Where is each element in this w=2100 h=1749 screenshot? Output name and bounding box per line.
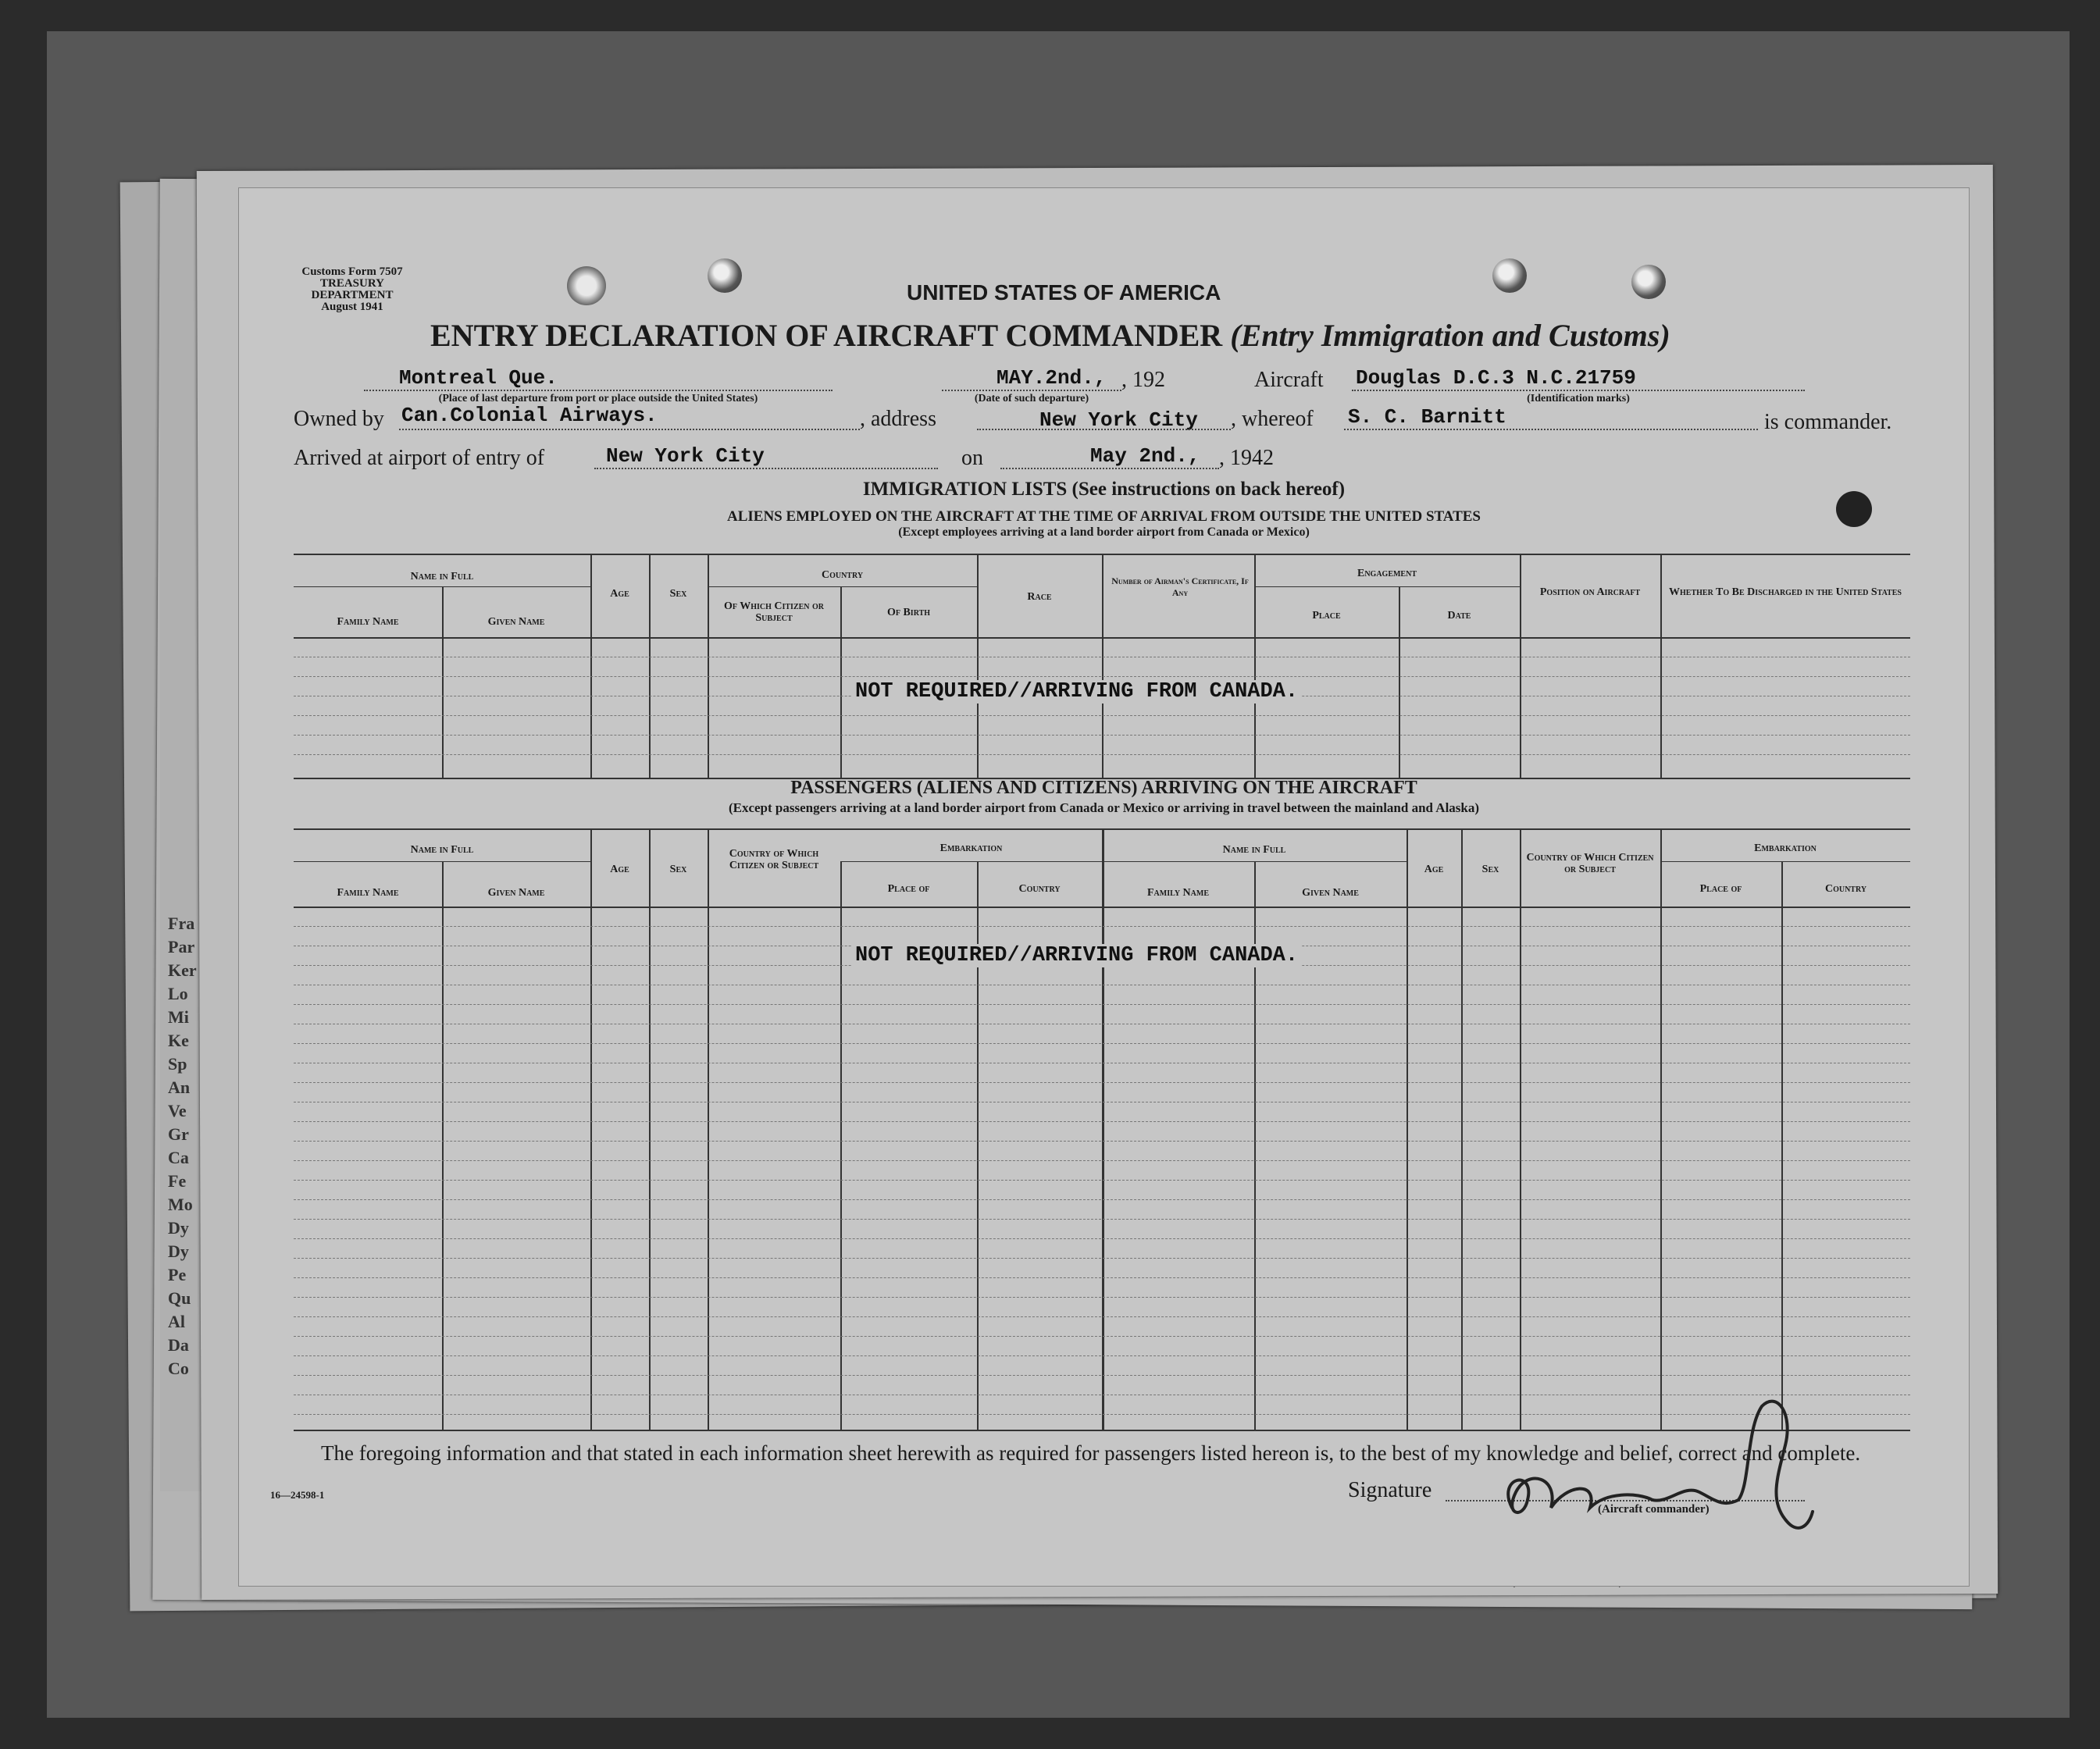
country-title: UNITED STATES OF AMERICA — [907, 280, 1221, 305]
passengers-heading: PASSENGERS (ALIENS AND CITIZENS) ARRIVING ON THE AIRCRAFT — [790, 778, 1417, 798]
aliens-col-place: Place — [1312, 610, 1341, 622]
aircraft-id-value: Douglas D.C.3 N.C.21759 — [1356, 366, 1636, 390]
form-title-main: ENTRY DECLARATION OF AIRCRAFT COMMANDER — [430, 318, 1223, 353]
aliens-col-country: Country — [821, 569, 864, 581]
is-commander-label: is commander. — [1764, 410, 1892, 434]
aliens-col-position: Position on Aircraft — [1539, 586, 1641, 598]
passengers-col-sex-2: Sex — [1481, 864, 1499, 875]
passenger-row-line — [294, 1199, 1910, 1200]
aircraft-label: Aircraft — [1254, 368, 1324, 392]
passengers-col-country-2: Country — [1824, 883, 1867, 895]
commander-value: S. C. Barnitt — [1348, 405, 1506, 429]
on-label: on — [961, 446, 983, 470]
declaration-form — [238, 187, 1970, 1587]
signature-label: Signature — [1348, 1478, 1432, 1502]
passenger-row-line — [294, 1004, 1910, 1005]
aliens-col-date: Date — [1447, 610, 1471, 622]
whereof-label: , whereof — [1231, 407, 1314, 431]
passengers-col-family-name-2: Family Name — [1146, 887, 1210, 899]
arrival-year: , 1942 — [1219, 446, 1274, 470]
handwritten-signature — [1481, 1383, 1824, 1547]
passenger-row-line — [294, 1355, 1910, 1356]
passenger-row-line — [294, 1180, 1910, 1181]
department: TREASURY DEPARTMENT — [311, 277, 394, 301]
aliens-subheading: (Except employees arriving at a land border airport from Canada or Mexico) — [898, 525, 1310, 539]
immigration-heading: IMMIGRATION LISTS (See instructions on back hereof) — [862, 479, 1346, 500]
arrival-airport-value: New York City — [606, 444, 765, 468]
passengers-not-required-stamp: NOT REQUIRED//ARRIVING FROM CANADA. — [852, 944, 1301, 967]
passenger-row-line — [294, 926, 1910, 927]
punch-hole — [1631, 265, 1666, 299]
passengers-col-age: Age — [610, 864, 629, 875]
address-label: , address — [860, 407, 936, 431]
passenger-row-line — [294, 1258, 1910, 1259]
owner-value: Can.Colonial Airways. — [401, 404, 658, 427]
punch-hole — [1492, 258, 1527, 293]
print-code: 16—24598-1 — [270, 1489, 325, 1501]
passengers-col-given-name-2: Given Name — [1302, 887, 1359, 899]
aliens-col-name-in-full: Name in Full — [410, 571, 474, 582]
departure-date-value: MAY.2nd., — [997, 366, 1107, 390]
departure-date-caption: (Date of such departure) — [974, 393, 1089, 404]
aliens-col-given-name: Given Name — [487, 616, 545, 628]
passengers-col-citizen-2: Country of Which Citizen or Subject — [1526, 852, 1654, 875]
aliens-col-age: Age — [610, 588, 629, 600]
passenger-row-line — [294, 1316, 1910, 1317]
passengers-col-country: Country — [1018, 883, 1061, 895]
aliens-not-required-stamp: NOT REQUIRED//ARRIVING FROM CANADA. — [852, 680, 1301, 704]
passenger-row-line — [294, 1121, 1910, 1122]
passengers-col-given-name: Given Name — [487, 887, 545, 899]
passengers-col-age-2: Age — [1424, 864, 1444, 875]
arrival-date-value: May 2nd., — [1090, 444, 1200, 468]
passenger-row-line — [294, 1375, 1910, 1376]
passenger-row-line — [294, 1043, 1910, 1044]
punch-hole — [567, 266, 606, 305]
aliens-col-birth: Of Birth — [886, 607, 931, 618]
form-date: August 1941 — [321, 301, 383, 313]
aliens-heading: ALIENS EMPLOYED ON THE AIRCRAFT AT THE TIME OF ARRIVAL FROM OUTSIDE THE UNITED STATES — [726, 508, 1481, 525]
passengers-col-name-in-full-2: Name in Full — [1222, 844, 1286, 856]
aliens-col-sex: Sex — [669, 588, 687, 600]
year-prefix: , 192 — [1121, 368, 1165, 392]
passenger-row-line — [294, 1336, 1910, 1337]
passenger-row-line — [294, 1219, 1910, 1220]
passenger-row-line — [294, 1297, 1910, 1298]
aliens-col-citizen: Of Which Citizen or Subject — [723, 600, 825, 624]
form-title-sub: (Entry Immigration and Customs) — [1230, 318, 1670, 353]
passengers-col-name-in-full: Name in Full — [410, 844, 474, 856]
passengers-col-place-of: Place of — [887, 883, 930, 895]
passengers-col-embarkation: Embarkation — [939, 842, 1003, 854]
underlying-sheet-edge: Fra Par Ker Lo Mi Ke Sp An Ve Gr Ca Fe Mo Dy Dy Pe Qu Al Da Co — [160, 180, 231, 1491]
passenger-row-line — [294, 1160, 1910, 1161]
departure-place-caption: (Place of last departure from port or place outside the United States) — [438, 393, 758, 404]
arrived-label: Arrived at airport of entry of — [294, 446, 545, 470]
passengers-col-family-name: Family Name — [337, 887, 399, 899]
owned-by-label: Owned by — [294, 407, 384, 431]
aircraft-caption: (Identification marks) — [1527, 393, 1630, 404]
aliens-col-certificate: Number of Airman's Certificate, If Any — [1111, 575, 1249, 598]
aliens-col-family-name: Family Name — [337, 616, 399, 628]
passengers-subheading: (Except passengers arriving at a land border airport from Canada or Mexico or arriving in travel between the mainland and Alaska) — [728, 800, 1480, 815]
passenger-row-line — [294, 1082, 1910, 1083]
form-number: Customs Form 7507 — [301, 265, 403, 278]
declaration-text: The foregoing information and that stated in each information sheet herewith as required for passengers listed hereon is, to the best of my knowledge and belief, correct and complete. — [321, 1441, 1861, 1465]
passengers-col-embarkation-2: Embarkation — [1754, 842, 1817, 854]
aliens-col-discharged: Whether To Be Discharged in the United States — [1669, 586, 1902, 598]
passenger-row-line — [294, 1141, 1910, 1142]
aliens-col-race: Race — [1027, 591, 1052, 603]
signature-caption: (Aircraft commander) — [1598, 1503, 1710, 1516]
passenger-row-line — [294, 1277, 1910, 1278]
passengers-col-citizen: Country of Which Citizen or Subject — [729, 848, 819, 871]
passenger-row-line — [294, 1238, 1910, 1239]
passengers-col-sex: Sex — [669, 864, 687, 875]
form-id-block — [286, 266, 419, 313]
aliens-col-engagement: Engagement — [1357, 568, 1417, 579]
address-value: New York City — [1039, 408, 1198, 432]
punch-hole — [708, 258, 742, 293]
form-title — [430, 317, 1670, 354]
departure-place-value: Montreal Que. — [399, 366, 558, 390]
passengers-col-place-of-2: Place of — [1699, 883, 1742, 895]
